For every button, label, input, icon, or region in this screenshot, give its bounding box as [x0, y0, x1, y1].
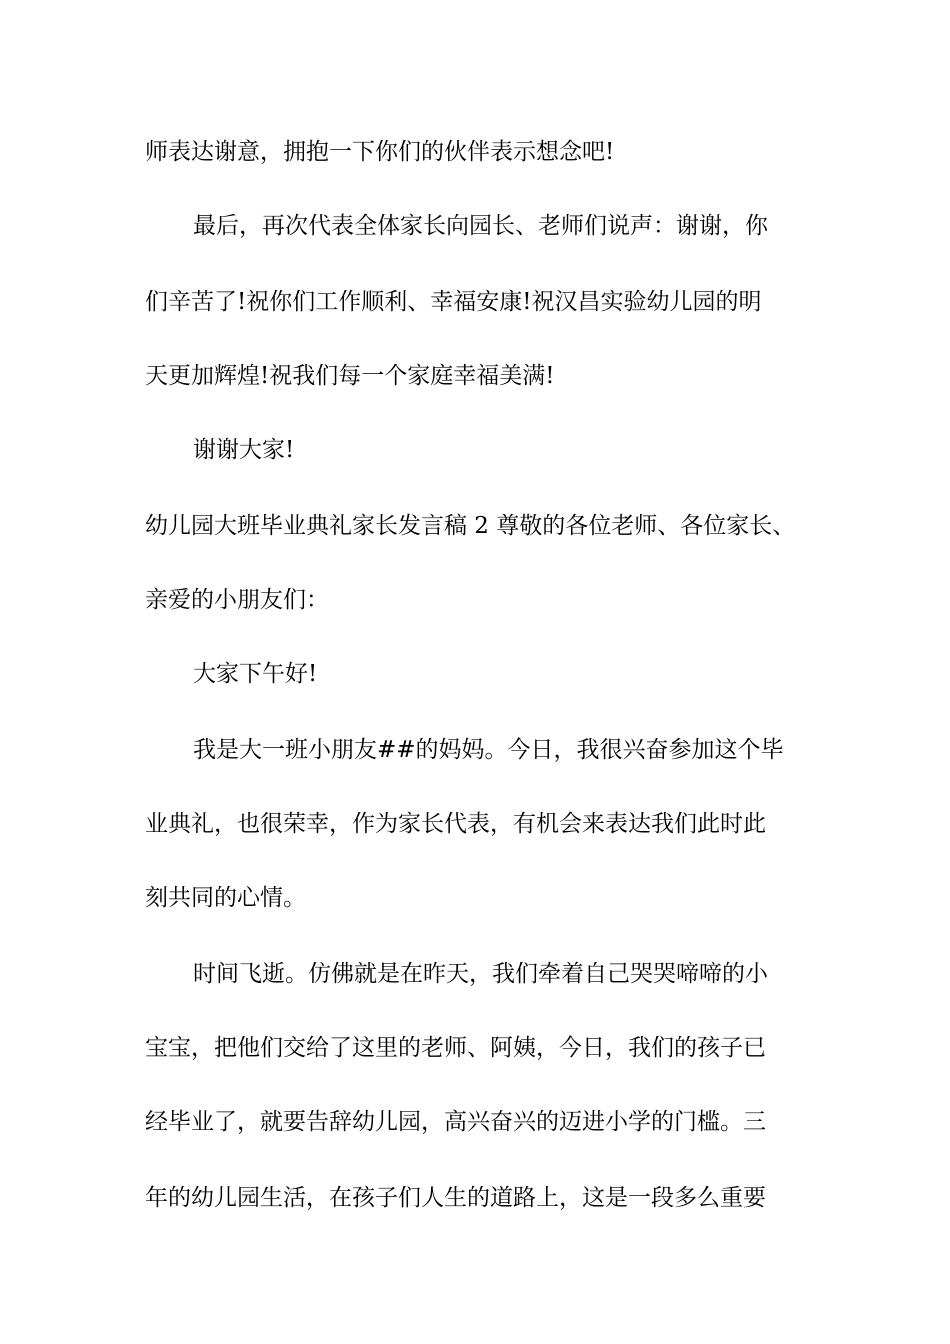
text-line-5: 谢谢大家!: [193, 437, 295, 463]
text-line-2: 最后，再次代表全体家长向园长、老师们说声：谢谢，你: [193, 213, 768, 239]
text-line-3: 们辛苦了!祝你们工作顺利、幸福安康!祝汉昌实验幼儿园的明: [145, 289, 762, 315]
text-line-1: 师表达谢意，拥抱一下你们的伙伴表示想念吧!: [145, 139, 615, 165]
text-line-6: 幼儿园大班毕业典礼家长发言稿 2 尊敬的各位老师、各位家长、: [145, 513, 796, 539]
text-line-11: 刻共同的心情。: [145, 885, 306, 911]
text-line-7: 亲爱的小朋友们：: [145, 587, 329, 613]
text-line-14: 经毕业了，就要告辞幼儿园，高兴奋兴的迈进小学的门槛。三: [145, 1109, 766, 1135]
text-line-13: 宝宝，把他们交给了这里的老师、阿姨，今日，我们的孩子已: [145, 1035, 766, 1061]
text-line-4: 天更加辉煌!祝我们每一个家庭幸福美满!: [145, 363, 555, 389]
text-line-15: 年的幼儿园生活，在孩子们人生的道路上，这是一段多么重要: [145, 1185, 766, 1211]
text-line-9: 我是大一班小朋友##的妈妈。今日，我很兴奋参加这个毕: [193, 737, 784, 763]
text-line-8: 大家下午好!: [193, 661, 318, 687]
text-line-12: 时间飞逝。仿佛就是在昨天，我们牵着自己哭哭啼啼的小: [193, 961, 768, 987]
text-line-10: 业典礼，也很荣幸，作为家长代表，有机会来表达我们此时此: [145, 811, 766, 837]
